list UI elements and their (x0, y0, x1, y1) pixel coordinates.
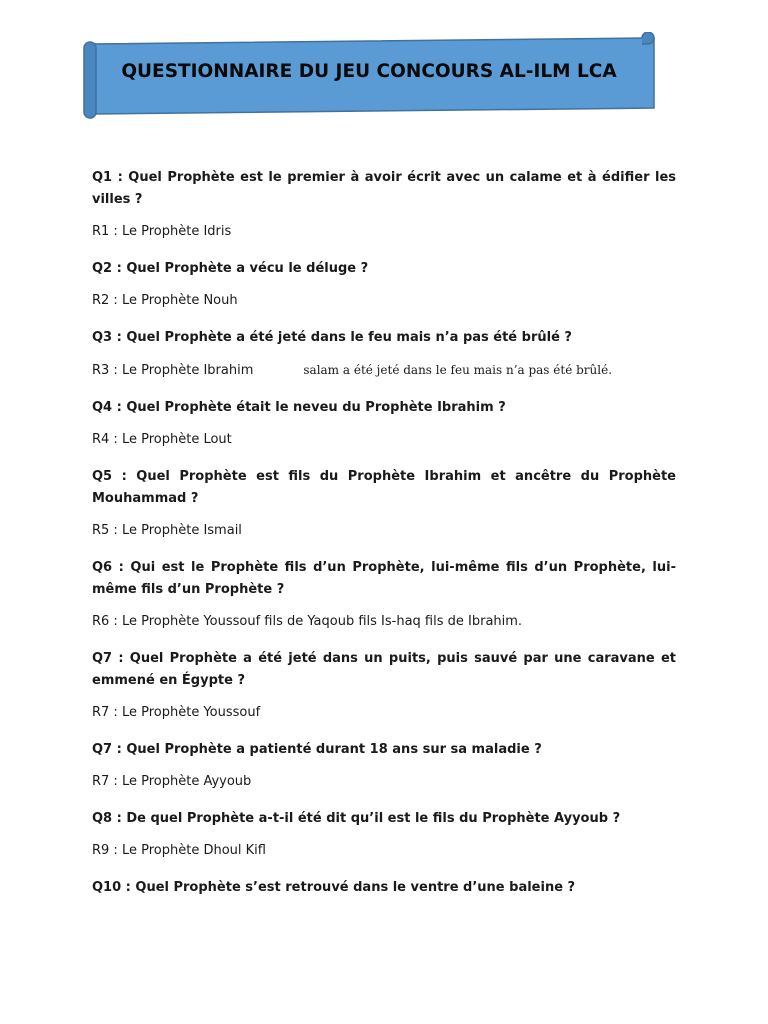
qa-item-7 (92, 648, 676, 724)
answer-value: Le Prophète Ismail (121, 523, 242, 538)
answer-value: Le Prophète Youssouf fils de Yaqoub fils Is-haq fils de Ibrahim. (121, 614, 523, 629)
answer-label: R4 : (92, 432, 118, 447)
title-banner (82, 32, 656, 122)
answer-text (92, 771, 676, 793)
question-text: Q4 : Quel Prophète était le neveu du Prophète Ibrahim ? (92, 400, 506, 415)
qa-item-4 (92, 397, 676, 451)
question-text: Q7 : Quel Prophète a patienté durant 18 ans sur sa maladie ? (92, 742, 542, 757)
question-text: Q7 : Quel Prophète a été jeté dans un puits, puis sauvé par une caravane et emmené en Égypte ? (92, 651, 676, 688)
answer-extra-text: salam a été jeté dans le feu mais n’a pas été brûlé. (303, 363, 613, 377)
qa-item-6 (92, 557, 676, 633)
answer-text (92, 221, 676, 243)
answer-label: R3 : (92, 363, 118, 378)
answer-value: Le Prophète Ayyoub (121, 774, 252, 789)
answer-text (92, 429, 676, 451)
question-text: Q2 : Quel Prophète a vécu le déluge ? (92, 261, 369, 276)
answer-text (92, 290, 676, 312)
answer-value: Le Prophète Dhoul Kifl (121, 843, 266, 858)
question-text: Q8 : De quel Prophète a-t-il été dit qu’il est le fils du Prophète Ayyoub ? (92, 811, 621, 826)
question-text: Q1 : Quel Prophète est le premier à avoir écrit avec un calame et à édifier les villes ? (92, 170, 676, 207)
page-title: QUESTIONNAIRE DU JEU CONCOURS AL-ILM LCA (121, 61, 617, 82)
question-text: Q3 : Quel Prophète a été jeté dans le feu mais n’a pas été brûlé ? (92, 330, 572, 345)
qa-item-1 (92, 167, 676, 243)
answer-label: R2 : (92, 293, 118, 308)
answer-text (92, 702, 676, 724)
answer-text (92, 840, 676, 862)
answer-value: Le Prophète Youssouf (121, 705, 261, 720)
questionnaire (92, 167, 676, 914)
answer-text (92, 520, 676, 542)
answer-text (92, 359, 676, 382)
answer-label: R5 : (92, 523, 118, 538)
answer-label: R9 : (92, 843, 118, 858)
qa-item-3 (92, 327, 676, 382)
answer-text (92, 611, 676, 633)
qa-item-2 (92, 258, 676, 312)
answer-label: R7 : (92, 705, 118, 720)
question-text: Q6 : Qui est le Prophète fils d’un Prophète, lui-même fils d’un Prophète, lui-même fils d’un Prophète ? (92, 560, 676, 597)
answer-label: R6 : (92, 614, 118, 629)
question-text: Q10 : Quel Prophète s’est retrouvé dans le ventre d’une baleine ? (92, 880, 576, 895)
answer-value: Le Prophète Ibrahim (121, 363, 254, 378)
qa-item-8 (92, 739, 676, 793)
qa-item-10 (92, 877, 676, 899)
answer-value: Le Prophète Lout (121, 432, 232, 447)
qa-item-9 (92, 808, 676, 862)
answer-value: Le Prophète Nouh (121, 293, 238, 308)
question-text: Q5 : Quel Prophète est fils du Prophète Ibrahim et ancêtre du Prophète Mouhammad ? (92, 469, 676, 506)
answer-label: R7 : (92, 774, 118, 789)
answer-value: Le Prophète Idris (121, 224, 232, 239)
answer-label: R1 : (92, 224, 118, 239)
qa-item-5 (92, 466, 676, 542)
